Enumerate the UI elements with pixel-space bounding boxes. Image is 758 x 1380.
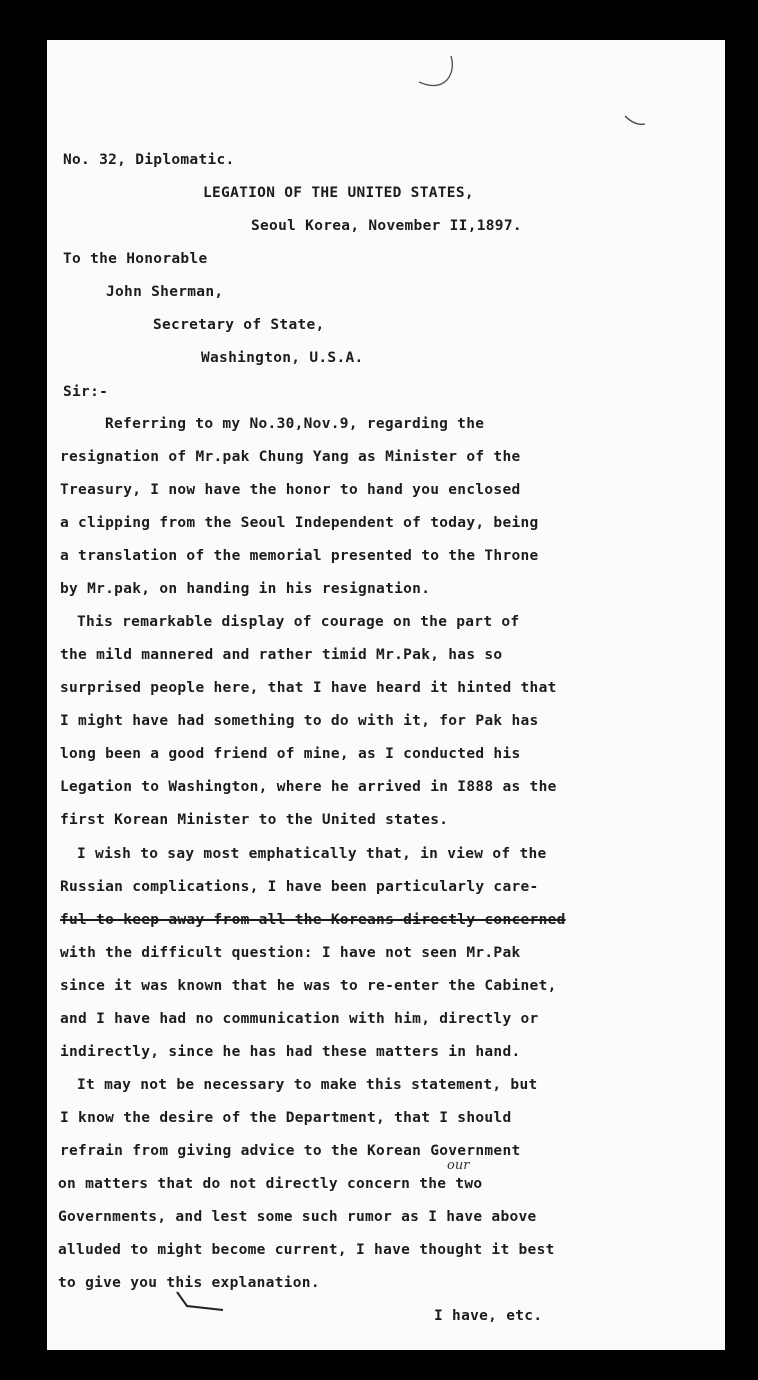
body-line: This remarkable display of courage on the part of [77,614,520,630]
body-line: a clipping from the Seoul Independent of today, being [60,515,539,531]
body-line: first Korean Minister to the United states. [60,812,449,828]
document-page [47,40,725,1350]
addressee-line-4: Washington, U.S.A. [201,350,364,366]
body-line: I wish to say most emphatically that, in view of the [77,846,547,862]
addressee-line-1: To the Honorable [63,251,208,267]
struck-body-line: ful to keep away from all the Koreans directly concerned [60,912,566,928]
body-line: Russian complications, I have been particularly care- [60,879,539,895]
legation-heading: LEGATION OF THE UNITED STATES, [203,185,474,201]
pen-mark-top [417,52,467,92]
handwritten-insertion: our [447,1158,470,1173]
body-line: long been a good friend of mine, as I conducted his [60,746,521,762]
body-line: since it was known that he was to re-enter the Cabinet, [60,978,557,994]
body-line: a translation of the memorial presented to the Throne [60,548,539,564]
body-line: to give you this explanation. [58,1275,320,1291]
dispatch-number: No. 32, Diplomatic. [63,152,235,168]
body-line: and I have had no communication with him, directly or [60,1011,539,1027]
body-line: the mild mannered and rather timid Mr.Pak, has so [60,647,503,663]
body-line: I might have had something to do with it, for Pak has [60,713,539,729]
pen-mark-right [623,112,653,132]
body-line: Referring to my No.30,Nov.9, regarding the [105,416,485,432]
body-line: It may not be necessary to make this statement, but [77,1077,538,1093]
body-line: indirectly, since he has had these matters in hand. [60,1044,521,1060]
addressee-line-2: John Sherman, [106,284,224,300]
body-line: by Mr.pak, on handing in his resignation. [60,581,431,597]
salutation: Sir:- [63,384,109,400]
addressee-line-3: Secretary of State, [153,317,325,333]
body-line: resignation of Mr.pak Chung Yang as Minister of the [60,449,521,465]
closing: I have, etc. [434,1308,543,1324]
body-line: on matters that do not directly concern the two [58,1176,483,1192]
body-line: alluded to might become current, I have thought it best [58,1242,555,1258]
body-line: Legation to Washington, where he arrived in I888 as the [60,779,557,795]
body-line: with the difficult question: I have not seen Mr.Pak [60,945,521,961]
place-date: Seoul Korea, November II,1897. [251,218,522,234]
body-line: I know the desire of the Department, that I should [60,1110,512,1126]
body-line: Treasury, I now have the honor to hand you enclosed [60,482,521,498]
pen-arrow-mark [173,1288,233,1318]
body-line: surprised people here, that I have heard it hinted that [60,680,557,696]
body-line: refrain from giving advice to the Korean Government [60,1143,521,1159]
body-line: Governments, and lest some such rumor as I have above [58,1209,537,1225]
